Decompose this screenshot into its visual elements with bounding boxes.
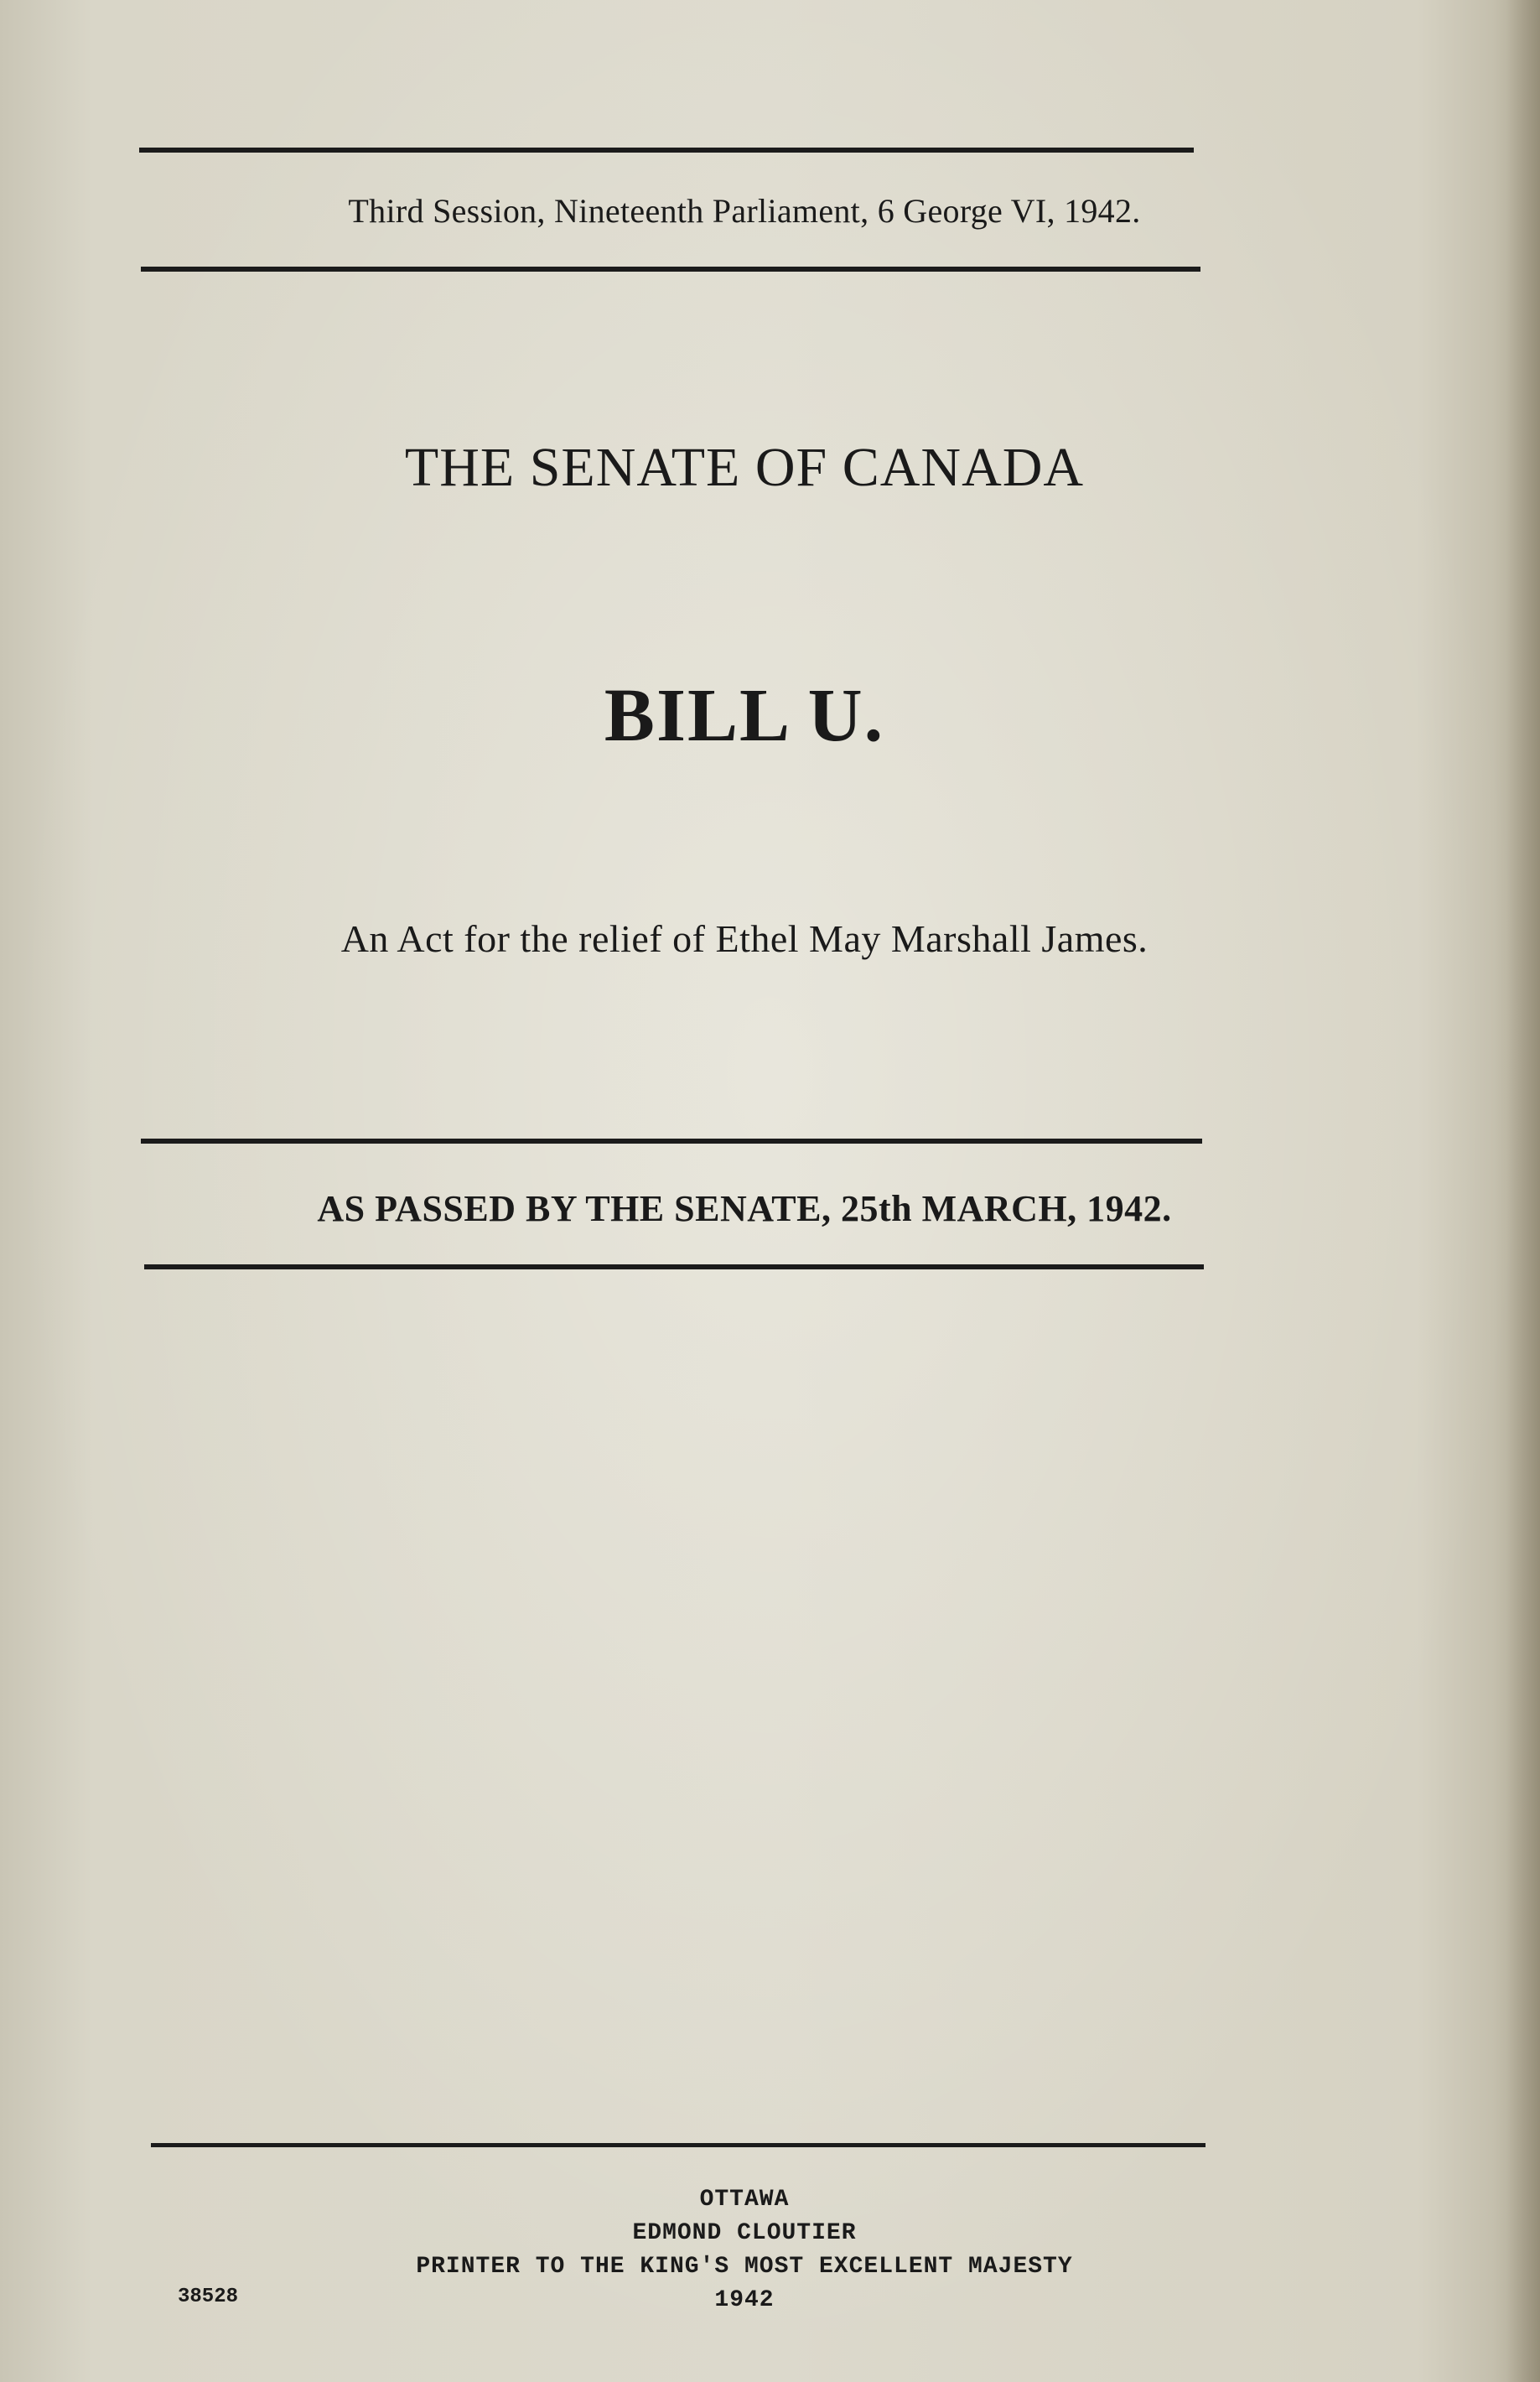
imprint-rule (151, 2143, 1206, 2147)
imprint-printer: EDMOND CLOUTIER (632, 2220, 857, 2246)
catalog-number: 38528 (178, 2286, 239, 2308)
passage-status: AS PASSED BY THE SENATE, 25th MARCH, 1942. (317, 1188, 1172, 1229)
session-line: Third Session, Nineteenth Parliament, 6 George VI, 1942. (348, 192, 1141, 230)
act-description: An Act for the relief of Ethel May Marshall James. (340, 917, 1149, 960)
bill-title: BILL U. (604, 674, 885, 757)
status-rule-lower (144, 1264, 1204, 1269)
status-rule-upper (141, 1139, 1202, 1144)
imprint-city: OTTAWA (699, 2187, 790, 2213)
page-edge-shadow (1506, 0, 1540, 2382)
imprint-role: PRINTER TO THE KING'S MOST EXCELLENT MAJESTY (416, 2254, 1073, 2280)
imprint-year: 1942 (714, 2287, 775, 2313)
top-rule-upper (139, 148, 1194, 153)
top-rule-lower (141, 267, 1200, 272)
senate-heading: THE SENATE OF CANADA (404, 437, 1085, 498)
